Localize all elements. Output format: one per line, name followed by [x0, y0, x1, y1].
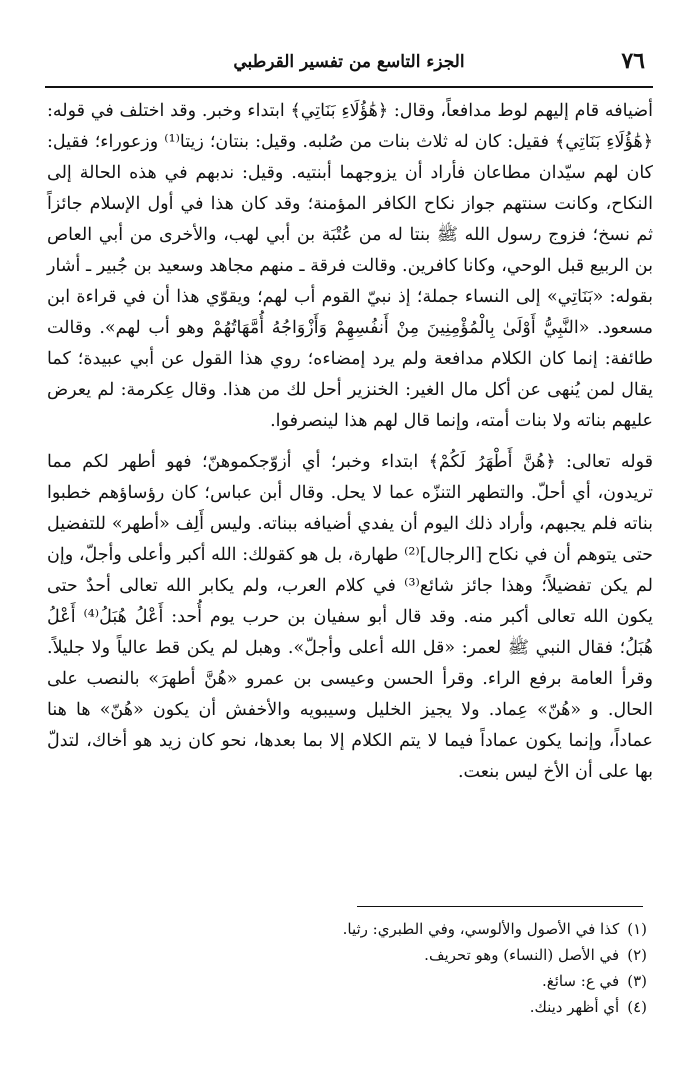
- paragraph: قوله تعالى: ﴿هُنَّ أَطْهَرُ لَكُمْ﴾ ابتداء وخبر؛ أي أزوّجكموهنّ؛ فهو أطهر لكم مما تريدون، أي أحلّ. والتطهر التنزّه عما لا يحل. وقال أبن عباس؛ كان رؤساؤهم خطبوا بناته فلم يجبهم، وأراد ذلك اليوم أن يفدي أضيافه ببناته. وليس أَلِف «أطهر» للتفضيل حتى يتوهم أن في نكاح [الرجال]⁽²⁾ طهارة، بل هو كقولك: الله أكبر وأعلى وأجلّ، وإن لم يكن تفضيلاً؛ وهذا جائز شائع⁽³⁾ في كلام العرب، ولم يكابر الله تعالى أحدٌ حتى يكون الله تعالى أكبر منه. وقد قال أبو سفيان بن حرب يوم أُحد: أَعْلُ هُبَلُ⁽⁴⁾ أَعْلُ هُبَلُ؛ فقال النبي ﷺ لعمر: «قل الله أعلى وأجلّ». وهبل لم يكن قط عالياً ولا جليلاً. وقرأ العامة برفع الراء. وقرأ الحسن وعيسى بن عمرو «هُنَّ أطهرَ» بالنصب على الحال. و «هُنّ» عِماد. ولا يجيز الخليل وسيبويه والأخفش أن يكون «هُنّ» ها هنا عماداً، وإنما يكون عماداً فيما لا يتم الكلام إلا بما بعدها، نحو كان زيد هو أخاك، لتدلّ بها على أن الأخ ليس بنعت.: [47, 452, 653, 782]
- footnote-text: في الأصل (النساء) وهو تحريف.: [424, 946, 620, 964]
- footnotes: [300, 916, 647, 1020]
- footnote-text: كذا في الأصول والألوسي، وفي الطبري: رثيا.: [342, 920, 620, 938]
- footnote-rule: [357, 906, 643, 907]
- header-rule: [45, 86, 653, 88]
- footnote-number: (١): [627, 920, 647, 938]
- footnote-text: أي أظهر دينك.: [529, 998, 620, 1016]
- main-text: [47, 96, 653, 788]
- footnote-text: في ع: سائغ.: [541, 972, 620, 990]
- footnote-number: (٤): [627, 998, 647, 1016]
- footnote: [300, 994, 647, 1020]
- paragraph: أضيافه قام إليهم لوط مدافعاً، وقال: ﴿هَٰؤُلَاءِ بَنَاتِي﴾ ابتداء وخبر. وقد اختلف في قوله: ﴿هَٰؤُلَاءِ بَنَاتِي﴾ فقيل: كان له ثلاث بنات من صُلبه. وقيل: بنتان؛ زيتا⁽¹⁾ وزعوراء؛ فقيل: كان لهم سيّدان مطاعان فأراد أن يزوجهما أبنتيه. وقيل: ندبهم في هذه الحالة إلى النكاح، وكانت سنتهم جواز نكاح الكافر المؤمنة؛ وقد كان هذا في أول الإسلام جائزاً ثم نسخ؛ فزوج رسول الله ﷺ بنتا له من عُتْبَة بن أبي لهب، والأخرى من أبي العاص بن الربيع قبل الوحي، وكانا كافرين. وقالت فرقة ـ منهم مجاهد وسعيد بن جُبير ـ أشار بقوله: «بَنَاتِي» إلى النساء جملة؛ إذ نبيّ القوم أب لهم؛ ويقوّي هذا أن في قراءة ابن مسعود. «النَّبِيُّ أَوْلَىٰ بِالْمُؤْمِنِينَ مِنْ أَنفُسِهِمْ وَأَزْوَاجُهُ أُمَّهَاتُهُمْ وهو أب لهم». وقالت طائفة: إنما كان الكلام مدافعة ولم يرد إمضاءه؛ روي هذا القول عن أبي عبيدة؛ كما يقال لمن يُنهى عن أكل مال الغير: الخنزير أحل لك من هذا. وقال عِكرمة: لم يعرض عليهم بناته ولا بنات أمته، وإنما قال لهم هذا لينصرفوا.: [47, 101, 653, 431]
- page-header: [45, 44, 653, 80]
- page-number: ٧٦: [621, 48, 645, 74]
- footnote: [300, 942, 647, 968]
- running-title: الجزء التاسع من تفسير القرطبي: [233, 52, 465, 72]
- footnote: [300, 916, 647, 942]
- footnote: [300, 968, 647, 994]
- footnote-number: (٢): [627, 946, 647, 964]
- footnote-number: (٣): [627, 972, 647, 990]
